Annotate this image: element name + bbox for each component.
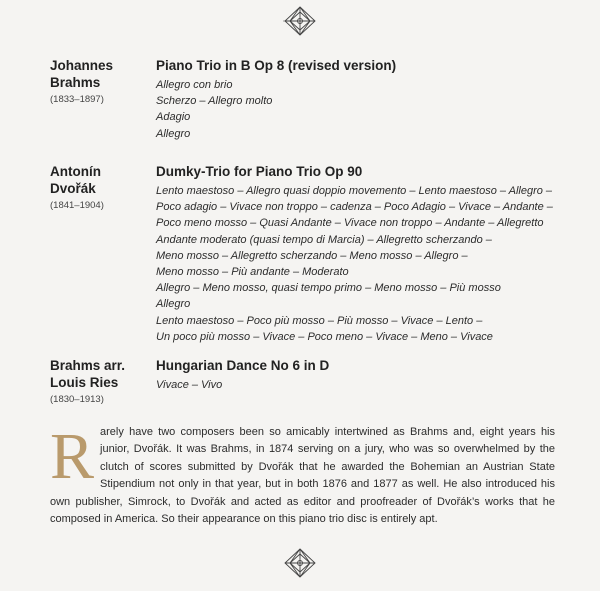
composer-name-line2: Louis Ries: [50, 375, 119, 390]
movement: Allegro con brio: [156, 79, 233, 91]
movement: Un poco più mosso – Vivace – Poco meno – Vivace – Meno – Vivace: [156, 330, 493, 343]
composer-name-line1: Johannes: [50, 58, 114, 73]
work-block: [156, 357, 576, 393]
movement: Lento maestoso – Allegro quasi doppio movemento – Lento maestoso – Allegro –: [156, 185, 553, 197]
composer-dates: (1833–1897): [50, 94, 104, 105]
composer-name-line1: Antonín: [50, 164, 101, 179]
composer-name-line2: Brahms: [50, 75, 101, 90]
work-title: Piano Trio in B Op 8 (revised version): [156, 58, 397, 73]
movement: Allegro: [156, 127, 191, 140]
movement: Poco meno mosso – Quasi Andante – Vivace non troppo – Andante – Allegretto: [156, 217, 544, 230]
essay-text: arely have two composers been so amicably intertwined as Brahms and, eight years his junior, Dvořák. It was Brahms, in 1874 serving on a jury, who was so overwhelmed by the clutch of scores submitted by Dvořák that he awarded the Bohemian an Austrian State Stipendium not only in that year, but in both 1876 and 1877 as well. He also introduced his own publisher, Simrock, to Dvořák and acted as editor and proofreader of Dvořák’s works that he composed in America. So their appearance on this piano trio disc is entirely apt.: [50, 426, 555, 526]
top-ornament-icon: [283, 6, 317, 36]
composer-block: [50, 163, 150, 211]
essay-paragraph: [50, 420, 555, 528]
movement: Allegro: [156, 298, 191, 311]
composer-name-line1: Brahms arr.: [50, 358, 126, 373]
movement: Scherzo – Allegro molto: [156, 95, 273, 108]
bottom-ornament-icon: [283, 548, 317, 578]
composer-block: [50, 57, 150, 105]
movement: Meno mosso – Allegretto scherzando – Meno mosso – Allegro –: [156, 249, 468, 262]
composer-name-line2: Dvořák: [50, 181, 96, 196]
work-title: Dumky-Trio for Piano Trio Op 90: [156, 164, 363, 179]
work-title: Hungarian Dance No 6 in D: [156, 358, 330, 373]
movement: Lento maestoso – Poco più mosso – Più mosso – Vivace – Lento –: [156, 314, 483, 327]
movement: Andante moderato (quasi tempo di Marcia) – Allegretto scherzando –: [156, 233, 492, 246]
composer-dates: (1841–1904): [50, 200, 104, 211]
movement: Vivace – Vivo: [156, 379, 223, 391]
drop-cap: R: [50, 420, 95, 493]
movement: Meno mosso – Più andante – Moderato: [156, 266, 349, 279]
composer-dates: (1830–1913): [50, 394, 104, 405]
work-block: [156, 57, 576, 142]
composer-block: [50, 357, 150, 405]
movement: Allegro – Meno mosso, quasi tempo primo – Meno mosso – Più mosso: [156, 282, 501, 295]
work-block: [156, 163, 576, 345]
movement: Poco adagio – Vivace non troppo – cadenza – Poco Adagio – Vivace – Andante –: [156, 201, 553, 214]
movement: Adagio: [156, 111, 191, 124]
